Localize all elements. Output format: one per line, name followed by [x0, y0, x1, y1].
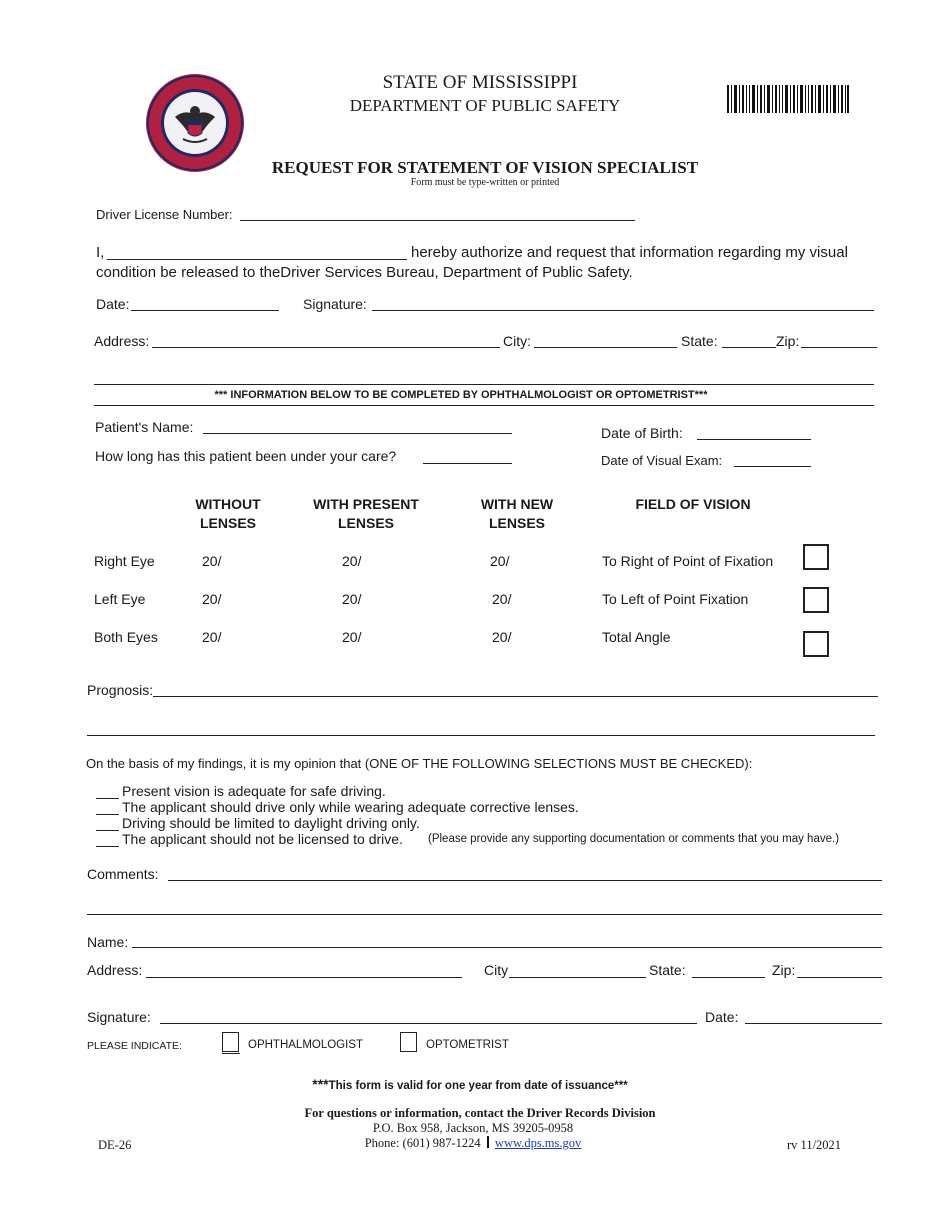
examiner-state-label: State: [649, 962, 686, 978]
form-title: REQUEST FOR STATEMENT OF VISION SPECIALIST [271, 158, 699, 177]
option-adequate-vision: Present vision is adequate for safe driving. [122, 783, 386, 799]
prognosis-field[interactable] [153, 696, 878, 697]
zip-label: Zip: [776, 333, 800, 349]
examiner-date-label: Date: [705, 1009, 739, 1025]
opinion-intro: On the basis of my findings, it is my opinion that (ONE OF THE FOLLOWING SELECTIONS MUST BE CHECKED): [86, 756, 753, 771]
revision-date: rv 11/2021 [787, 1138, 842, 1152]
ophthalmologist-checkbox[interactable] [222, 1032, 239, 1052]
form-number: DE-26 [98, 1138, 132, 1152]
row-value-present: 20/ [342, 629, 362, 645]
examiner-name-field[interactable] [132, 947, 882, 948]
specialist-banner: *** INFORMATION BELOW TO BE COMPLETED BY OPHTHALMOLOGIST OR OPTOMETRIST*** [214, 389, 708, 401]
optometrist-checkbox[interactable] [400, 1032, 417, 1052]
date-field[interactable] [131, 310, 279, 311]
row-value-new: 20/ [492, 629, 512, 645]
examiner-signature-label: Signature: [87, 1009, 151, 1025]
website-link[interactable]: www.dps.ms.gov [494, 1136, 582, 1150]
examiner-address-field[interactable] [146, 977, 462, 978]
row-value-without: 20/ [202, 629, 222, 645]
col-header-new-lenses: WITH NEW LENSES [480, 496, 554, 531]
city-label: City: [503, 333, 531, 349]
ophthalmologist-box-underline [222, 1053, 240, 1054]
exam-date-label: Date of Visual Exam: [601, 453, 723, 468]
examiner-address-label: Address: [87, 962, 143, 978]
examiner-city-field[interactable] [509, 977, 646, 978]
date-label: Date: [96, 296, 130, 312]
comments-field-line-2[interactable] [87, 914, 882, 915]
banner-top-rule [94, 384, 874, 385]
prognosis-label: Prognosis: [87, 682, 154, 698]
department-title: DEPARTMENT OF PUBLIC SAFETY [349, 96, 621, 115]
applicant-name-field[interactable] [107, 259, 407, 260]
ophthalmologist-label: OPHTHALMOLOGIST [248, 1039, 364, 1051]
option-check-line[interactable] [96, 846, 119, 847]
examiner-city-label: City [484, 962, 509, 978]
address-field[interactable] [152, 347, 500, 348]
option-not-licensed-note: (Please provide any supporting documentation or comments that you may have.) [428, 833, 840, 845]
col-header-present-lenses: WITH PRESENT LENSES [313, 496, 419, 531]
signature-field[interactable] [372, 310, 874, 311]
option-not-licensed: The applicant should not be licensed to drive. [122, 831, 403, 847]
patient-name-label: Patient's Name: [95, 419, 194, 435]
row-field-label: To Left of Point Fixation [602, 591, 749, 607]
exam-date-field[interactable] [734, 466, 811, 467]
row-eye-label: Both Eyes [94, 629, 158, 645]
prognosis-field-line-2[interactable] [87, 735, 875, 736]
state-title: STATE OF MISSISSIPPI [382, 72, 578, 93]
row-eye-label: Left Eye [94, 591, 146, 607]
comments-field[interactable] [168, 880, 882, 881]
zip-field[interactable] [801, 347, 877, 348]
examiner-signature-field[interactable] [160, 1023, 697, 1024]
left-fixation-checkbox[interactable] [803, 587, 829, 613]
col-header-without-lenses: WITHOUT LENSES [195, 496, 261, 531]
contact-line: For questions or information, contact the Driver Records Division [304, 1106, 656, 1120]
row-eye-label: Right Eye [94, 553, 155, 569]
banner-bottom-rule [94, 405, 874, 406]
dob-field[interactable] [697, 439, 811, 440]
patient-name-field[interactable] [203, 433, 512, 434]
form-subtitle: Form must be type-written or printed [410, 177, 560, 188]
row-field-label: Total Angle [602, 629, 671, 645]
license-label: Driver License Number: [96, 207, 233, 222]
comments-label: Comments: [87, 866, 159, 882]
row-value-present: 20/ [342, 553, 362, 569]
indicate-label: PLEASE INDICATE: [87, 1040, 182, 1052]
barcode [727, 85, 849, 113]
license-number-field[interactable] [240, 220, 635, 221]
phone-number: Phone: (601) 987-1224 [364, 1136, 481, 1150]
examiner-zip-label: Zip: [772, 962, 796, 978]
dob-label: Date of Birth: [601, 425, 683, 441]
examiner-state-field[interactable] [692, 977, 765, 978]
separator [487, 1136, 489, 1148]
auth-text-1: hereby authorize and request that information regarding my visual [411, 244, 848, 261]
auth-prefix: I, [96, 244, 105, 261]
optometrist-label: OPTOMETRIST [426, 1039, 509, 1051]
option-daylight-only: Driving should be limited to daylight driving only. [122, 815, 420, 831]
city-field[interactable] [534, 347, 677, 348]
right-fixation-checkbox[interactable] [803, 544, 829, 570]
validity-note: ***This form is valid for one year from date of issuance*** [312, 1076, 628, 1092]
row-value-without: 20/ [202, 591, 222, 607]
care-duration-label: How long has this patient been under your care? [95, 448, 397, 464]
row-value-new: 20/ [490, 553, 510, 569]
signature-label: Signature: [303, 296, 367, 312]
total-angle-checkbox[interactable] [803, 631, 829, 657]
col-header-field-of-vision: FIELD OF VISION [635, 496, 751, 512]
row-value-new: 20/ [492, 591, 512, 607]
examiner-zip-field[interactable] [797, 977, 882, 978]
option-check-line[interactable] [96, 814, 119, 815]
state-field[interactable] [722, 347, 776, 348]
po-box: P.O. Box 958, Jackson, MS 39205-0958 [372, 1121, 574, 1135]
option-check-line[interactable] [96, 830, 119, 831]
care-duration-field[interactable] [423, 463, 512, 464]
examiner-date-field[interactable] [745, 1023, 882, 1024]
auth-text-2: condition be released to theDriver Services Bureau, Department of Public Safety. [96, 264, 633, 281]
address-label: Address: [94, 333, 150, 349]
row-value-without: 20/ [202, 553, 222, 569]
option-check-line[interactable] [96, 798, 119, 799]
state-label: State: [681, 333, 718, 349]
option-corrective-lenses: The applicant should drive only while wearing adequate corrective lenses. [122, 799, 579, 815]
row-field-label: To Right of Point of Fixation [602, 553, 774, 569]
row-value-present: 20/ [342, 591, 362, 607]
examiner-name-label: Name: [87, 934, 129, 950]
